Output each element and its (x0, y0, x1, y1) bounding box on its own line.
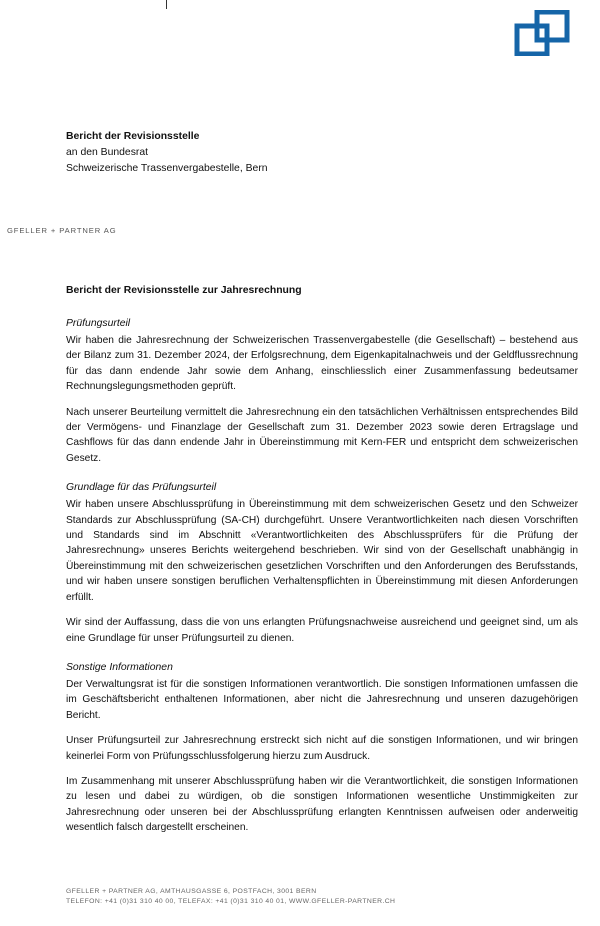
paragraph: Nach unserer Beurteilung vermittelt die Jahresrechnung ein den tatsächlichen Verhältnissen entsprechendes Bild der Vermögens- und Finanzlage der Gesellschaft zum 31. Dezember 2023 sowie deren Ertragslage und Cashflows für das dann endende Jahr in Übereinstimmung mit Kern-FER und entspricht dem schweizerischen Gesetz. (66, 406, 578, 464)
firm-mark: GFELLER + PARTNER AG (7, 226, 117, 235)
footer-address: GFELLER + PARTNER AG, AMTHAUSGASSE 6, POSTFACH, 3001 BERN (66, 888, 317, 895)
paragraph: Der Verwaltungsrat ist für die sonstigen Informationen verantwortlich. Die sonstigen Informationen umfassen die im Geschäftsbericht enthaltenen Informationen, aber nicht die Jahresrechnung und unseren dazugehörigen Bericht. (66, 678, 578, 721)
crop-mark (166, 0, 167, 9)
gfeller-partner-logo (513, 10, 571, 56)
section-grundlage (66, 480, 578, 646)
section-sonstige-informationen (66, 660, 578, 836)
page-footer (66, 887, 546, 907)
paragraph: Wir haben die Jahresrechnung der Schweizerischen Trassenvergabestelle (die Gesellschaft) – bestehend aus der Bilanz zum 31. Dezember 2024, der Erfolgsrechnung, dem Eigenkapitalnachweis und der Geldflussrechnung für das dann endende Jahr sowie dem Anhang, einschliesslich einer Zusammenfassung bedeutsamer Rechnungslegungsmethoden geprüft. (66, 335, 578, 393)
footer-contact: TELEFON: +41 (0)31 310 40 00, TELEFAX: +41 (0)31 310 40 01, WWW.GFELLER-PARTNER.CH (66, 898, 396, 905)
addressee-entity: Schweizerische Trassenvergabestelle, Bern (66, 163, 268, 174)
paragraph: Im Zusammenhang mit unserer Abschlussprüfung haben wir die Verantwortlichkeit, die sonstigen Informationen zu lesen und dabei zu würdigen, ob die sonstigen Informationen wesentliche Unstimmigkeiten zur Jahresrechnung oder unseren bei der Abschlussprüfung erlangten Kenntnissen aufweisen oder anderweitig wesentlich falsch dargestellt erscheinen. (66, 775, 578, 834)
report-content (66, 284, 578, 850)
addressee-title: Bericht der Revisionsstelle (66, 131, 200, 142)
report-title: Bericht der Revisionsstelle zur Jahresrechnung (66, 285, 302, 296)
section-heading: Grundlage für das Prüfungsurteil (66, 482, 217, 494)
section-pruefungsurteil (66, 316, 578, 466)
addressee-block (66, 129, 268, 177)
addressee-recipient: an den Bundesrat (66, 147, 149, 158)
paragraph: Wir haben unsere Abschlussprüfung in Übereinstimmung mit dem schweizerischen Gesetz und den Schweizer Standards zur Abschlussprüfung (SA-CH) durchgeführt. Unsere Verantwortlichkeiten nach diesen Vorschriften und Standards sind im Abschnitt «Verantwortlichkeiten des Abschlussprüfers für die Prüfung der Jahresrechnung» unseres Berichts weitergehend beschrieben. Wir sind von der Gesellschaft unabhängig in Übereinstimmung mit den schweizerischen gesetzlichen Vorschriften und den Anforderungen des Berufsstands, und wir haben unsere sonstigen beruflichen Verhaltenspflichten in Übereinstimmung mit diesen Anforderungen erfüllt. (66, 499, 578, 603)
paragraph: Wir sind der Auffassung, dass die von uns erlangten Prüfungsnachweise ausreichend und geeignet sind, um als eine Grundlage für unser Prüfungsurteil zu dienen. (66, 617, 578, 644)
paragraph: Unser Prüfungsurteil zur Jahresrechnung erstreckt sich nicht auf die sonstigen Informationen, und wir bringen keinerlei Form von Prüfungsschlussfolgerung hierzu zum Ausdruck. (66, 735, 578, 762)
section-heading: Sonstige Informationen (66, 661, 173, 673)
section-heading: Prüfungsurteil (66, 318, 131, 329)
